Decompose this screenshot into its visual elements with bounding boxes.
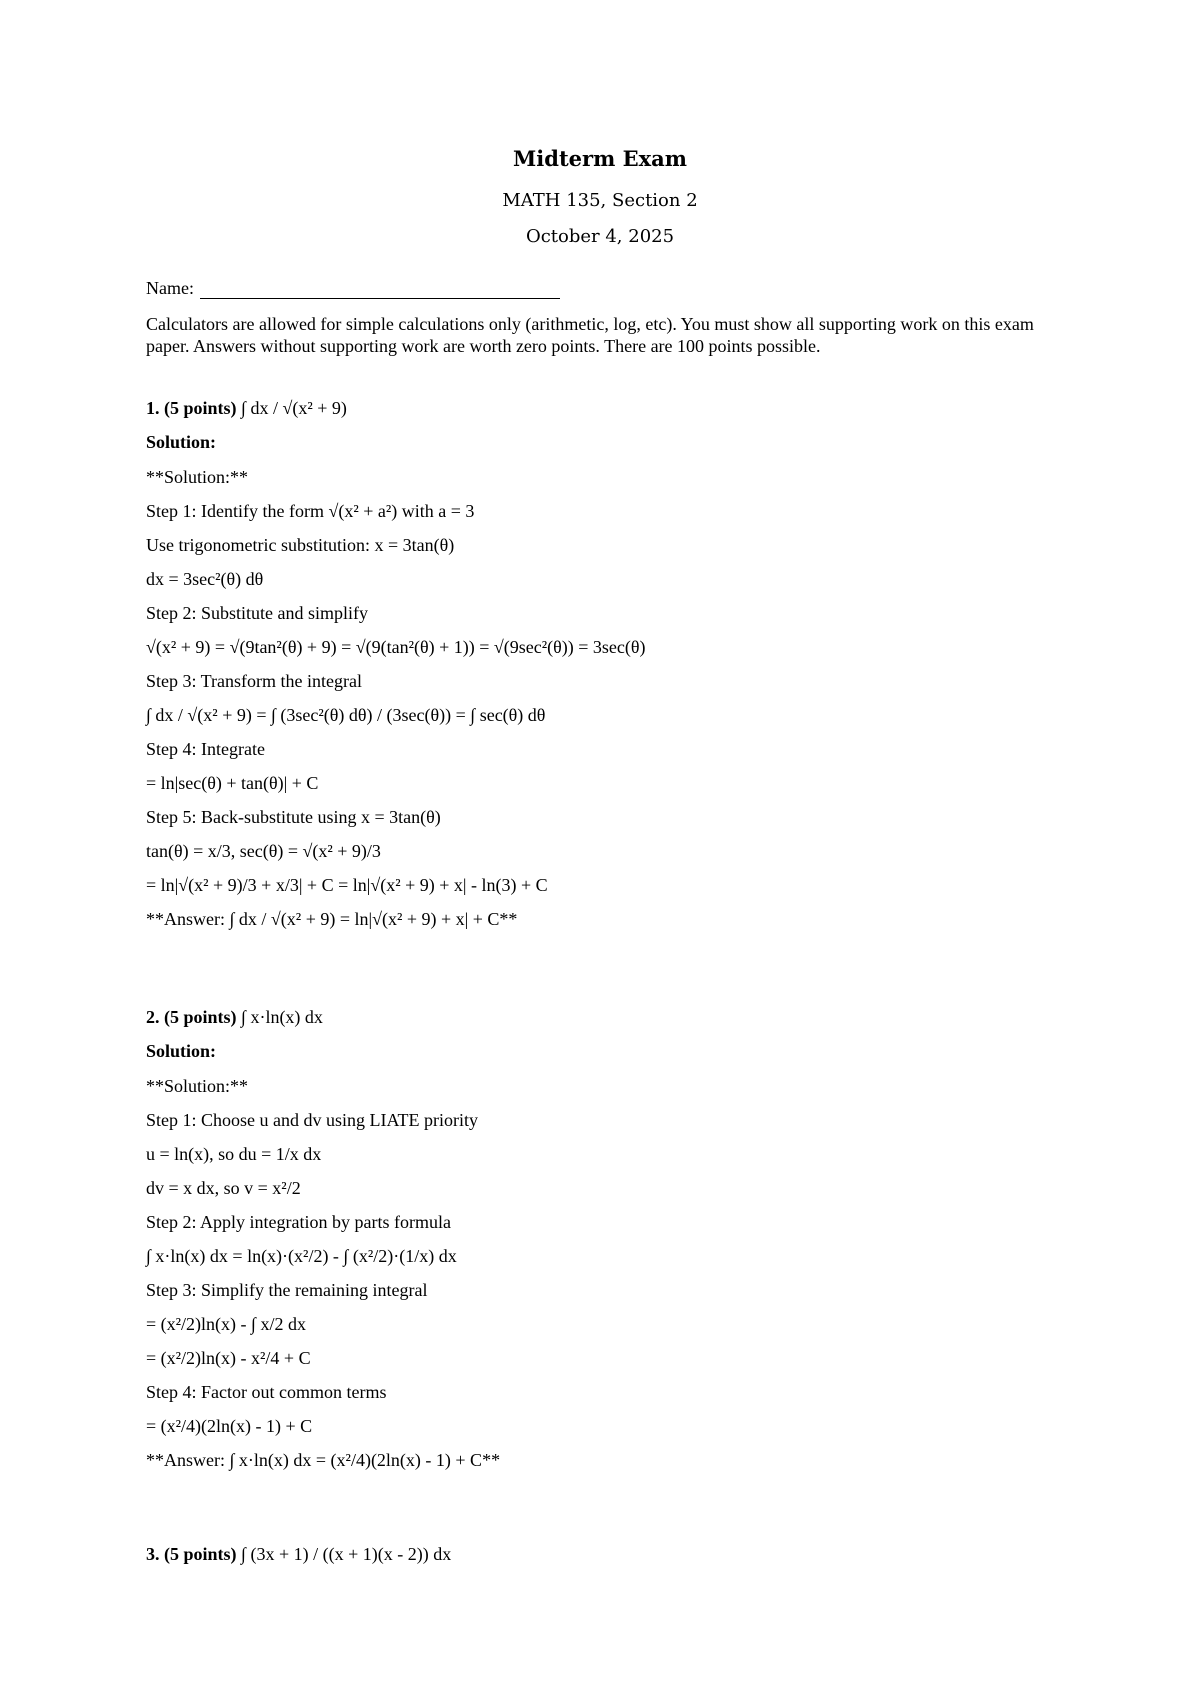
q2-step-line: = (x²/2)ln(x) - ∫ x/2 dx bbox=[146, 1314, 306, 1334]
q1-step-line: Use trigonometric substitution: x = 3tan(θ) bbox=[146, 535, 455, 555]
q1-step-line: **Solution:** bbox=[146, 467, 249, 487]
question-1-prompt: ∫ dx / √(x² + 9) bbox=[241, 398, 347, 418]
q2-step-line: u = ln(x), so du = 1/x dx bbox=[146, 1144, 322, 1164]
q1-step-line: = ln|√(x² + 9)/3 + x/3| + C = ln|√(x² + 9) + x| - ln(3) + C bbox=[146, 875, 548, 895]
q2-step-line: Step 3: Simplify the remaining integral bbox=[146, 1280, 428, 1300]
q1-step-line: Step 4: Integrate bbox=[146, 739, 265, 759]
q2-answer-line: **Answer: ∫ x·ln(x) dx = (x²/4)(2ln(x) - 1) + C** bbox=[146, 1450, 501, 1470]
q1-step-line: Step 5: Back-substitute using x = 3tan(θ) bbox=[146, 807, 441, 827]
question-1-solution-label: Solution: bbox=[146, 432, 217, 452]
q1-step-line: tan(θ) = x/3, sec(θ) = √(x² + 9)/3 bbox=[146, 841, 381, 861]
q2-step-line: Step 2: Apply integration by parts formula bbox=[146, 1212, 451, 1232]
question-2-prompt: ∫ x·ln(x) dx bbox=[241, 1007, 323, 1027]
question-2-solution-label: Solution: bbox=[146, 1041, 217, 1061]
exam-instructions: Calculators are allowed for simple calculations only (arithmetic, log, etc). You must show all supporting work on this exam paper. Answers without supporting work are worth zero points. There are 100 points possible. bbox=[146, 314, 1034, 356]
question-1-heading bbox=[146, 397, 347, 419]
q2-step-line: = (x²/2)ln(x) - x²/4 + C bbox=[146, 1348, 311, 1368]
q2-step-line: Step 1: Choose u and dv using LIATE priority bbox=[146, 1110, 478, 1130]
question-3-heading bbox=[146, 1543, 451, 1565]
question-3-prompt: ∫ (3x + 1) / ((x + 1)(x - 2)) dx bbox=[241, 1544, 452, 1564]
question-1-number: 1. (5 points) bbox=[146, 398, 237, 418]
course-section: MATH 135, Section 2 bbox=[502, 190, 698, 211]
q1-step-line: ∫ dx / √(x² + 9) = ∫ (3sec²(θ) dθ) / (3sec(θ)) = ∫ sec(θ) dθ bbox=[146, 705, 546, 725]
q2-step-line: Step 4: Factor out common terms bbox=[146, 1382, 387, 1402]
question-2-heading bbox=[146, 1006, 323, 1028]
name-field-row bbox=[146, 277, 560, 299]
q2-step-line: = (x²/4)(2ln(x) - 1) + C bbox=[146, 1416, 313, 1436]
q2-step-line: dv = x dx, so v = x²/2 bbox=[146, 1178, 301, 1198]
q2-step-line: ∫ x·ln(x) dx = ln(x)·(x²/2) - ∫ (x²/2)·(1/x) dx bbox=[146, 1246, 457, 1266]
exam-date: October 4, 2025 bbox=[525, 226, 675, 247]
q1-step-line: Step 2: Substitute and simplify bbox=[146, 603, 369, 623]
q1-step-line: = ln|sec(θ) + tan(θ)| + C bbox=[146, 773, 319, 793]
q1-step-line: Step 1: Identify the form √(x² + a²) with a = 3 bbox=[146, 501, 475, 521]
name-label: Name: bbox=[146, 278, 194, 298]
q1-step-line: Step 3: Transform the integral bbox=[146, 671, 362, 691]
q1-answer-line: **Answer: ∫ dx / √(x² + 9) = ln|√(x² + 9) + x| + C** bbox=[146, 909, 518, 929]
question-3-number: 3. (5 points) bbox=[146, 1544, 237, 1564]
q1-step-line: dx = 3sec²(θ) dθ bbox=[146, 569, 264, 589]
q2-step-line: **Solution:** bbox=[146, 1076, 249, 1096]
exam-title: Midterm Exam bbox=[513, 146, 687, 171]
q1-step-line: √(x² + 9) = √(9tan²(θ) + 9) = √(9(tan²(θ) + 1)) = √(9sec²(θ)) = 3sec(θ) bbox=[146, 637, 646, 657]
question-2-number: 2. (5 points) bbox=[146, 1007, 237, 1027]
name-blank-line[interactable] bbox=[200, 280, 560, 299]
